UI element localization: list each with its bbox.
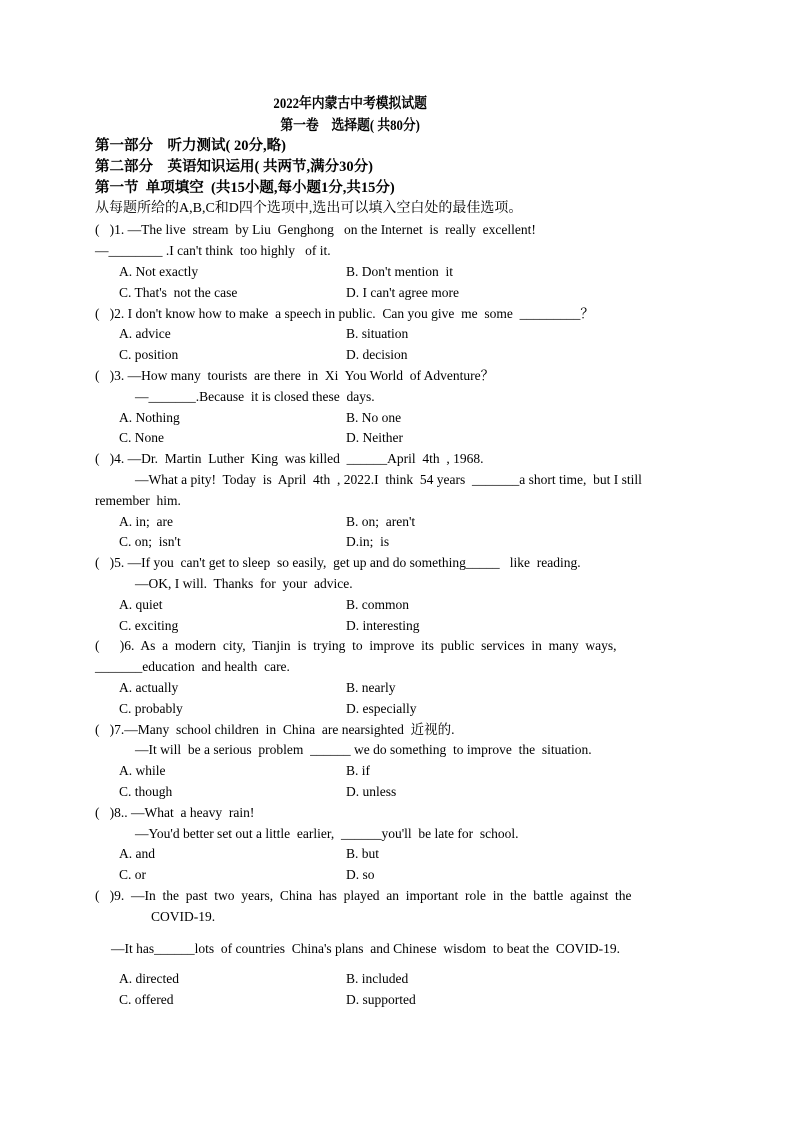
question-4-option-b: B. on; aren't	[346, 514, 416, 529]
question-8-option-b: B. but	[346, 846, 380, 861]
question-6-stem: ( )6. As a modern city, Tianjin is trying to improve its public services in many ways,	[95, 638, 617, 653]
question-9-option-d: D. supported	[346, 992, 416, 1007]
question-4-response-cont: remember him.	[95, 493, 181, 508]
question-1-option-c: C. That's not the case	[119, 285, 238, 300]
section-one-heading: 第一节 单项填空 (共15小题,每小题1分,共15分)	[95, 180, 395, 196]
question-6-option-a: A. actually	[119, 680, 179, 695]
question-3-option-c: C. None	[119, 430, 164, 445]
question-9-option-c: C. offered	[119, 992, 174, 1007]
question-1-stem: ( )1. —The live stream by Liu Genghong on the Internet is really excellent!	[95, 222, 536, 237]
question-4-option-d: D.in; is	[346, 534, 390, 549]
question-5-option-a: A. quiet	[119, 597, 163, 612]
question-7-option-d: D. unless	[346, 784, 397, 799]
question-3-stem: ( )3. —How many tourists are there in Xi You World of Adventure？	[95, 368, 495, 383]
question-8-option-c: C. or	[119, 867, 146, 882]
question-5-option-c: C. exciting	[119, 618, 179, 633]
question-9-stem-cont: COVID-19.	[151, 909, 216, 924]
question-6-option-d: D. especially	[346, 701, 417, 716]
question-5-response: —OK, I will. Thanks for your advice.	[135, 576, 353, 591]
volume-heading: 第一卷 选择题( 共80分)	[280, 118, 420, 134]
question-5-stem: ( )5. —If you can't get to sleep so easily, get up and do something_____ like reading.	[95, 555, 581, 570]
question-1-option-d: D. I can't agree more	[346, 285, 459, 300]
part-one-heading: 第一部分 听力测试( 20分,略)	[95, 138, 286, 154]
question-9-stem: ( )9. —In the past two years, China has played an important role in the battle against the	[95, 888, 632, 903]
question-8-option-a: A. and	[119, 846, 155, 861]
page-title: 2022年内蒙古中考模拟试题	[273, 96, 427, 112]
question-7-response: —It will be a serious problem ______ we do something to improve the situation.	[135, 742, 592, 757]
question-1-option-b: B. Don't mention it	[346, 264, 454, 279]
question-7-option-c: C. though	[119, 784, 173, 799]
question-2-option-d: D. decision	[346, 347, 408, 362]
question-4-option-a: A. in; are	[119, 514, 173, 529]
question-2-option-a: A. advice	[119, 326, 171, 341]
question-5-option-b: B. common	[346, 597, 409, 612]
question-4-option-c: C. on; isn't	[119, 534, 181, 549]
question-8-response: —You'd better set out a little earlier, ______you'll be late for school.	[135, 826, 519, 841]
question-7-option-b: B. if	[346, 763, 371, 778]
part-two-heading: 第二部分 英语知识运用( 共两节,满分30分)	[95, 159, 373, 175]
question-7-option-a: A. while	[119, 763, 166, 778]
question-9-option-b: B. included	[346, 971, 409, 986]
question-3-response: —_______.Because it is closed these days.	[135, 389, 375, 404]
question-3-option-d: D. Neither	[346, 430, 403, 445]
question-3-option-b: B. No one	[346, 410, 402, 425]
question-9-response: —It has______lots of countries China's plans and Chinese wisdom to beat the COVID-19.	[111, 941, 620, 956]
question-1-option-a: A. Not exactly	[119, 264, 199, 279]
question-6-stem-cont: _______education and health care.	[95, 659, 290, 674]
question-2-option-c: C. position	[119, 347, 179, 362]
question-7-stem: ( )7.—Many school children in China are nearsighted 近视的.	[95, 722, 455, 737]
question-4-stem: ( )4. —Dr. Martin Luther King was killed ______April 4th , 1968.	[95, 451, 484, 466]
question-9-option-a: A. directed	[119, 971, 179, 986]
question-2-stem: ( )2. I don't know how to make a speech in public. Can you give me some _________？	[95, 306, 594, 321]
question-3-option-a: A. Nothing	[119, 410, 180, 425]
instruction-text: 从每题所给的A,B,C和D四个选项中,选出可以填入空白处的最佳选项。	[95, 201, 523, 216]
question-6-option-b: B. nearly	[346, 680, 396, 695]
question-8-stem: ( )8.. —What a heavy rain!	[95, 805, 255, 820]
question-2-option-b: B. situation	[346, 326, 409, 341]
question-8-option-d: D. so	[346, 867, 375, 882]
question-1-response: —________ .I can't think too highly of it.	[95, 243, 331, 258]
question-4-response: —What a pity! Today is April 4th , 2022.I think 54 years _______a short time, but I still	[135, 472, 642, 487]
question-6-option-c: C. probably	[119, 701, 183, 716]
question-5-option-d: D. interesting	[346, 618, 420, 633]
